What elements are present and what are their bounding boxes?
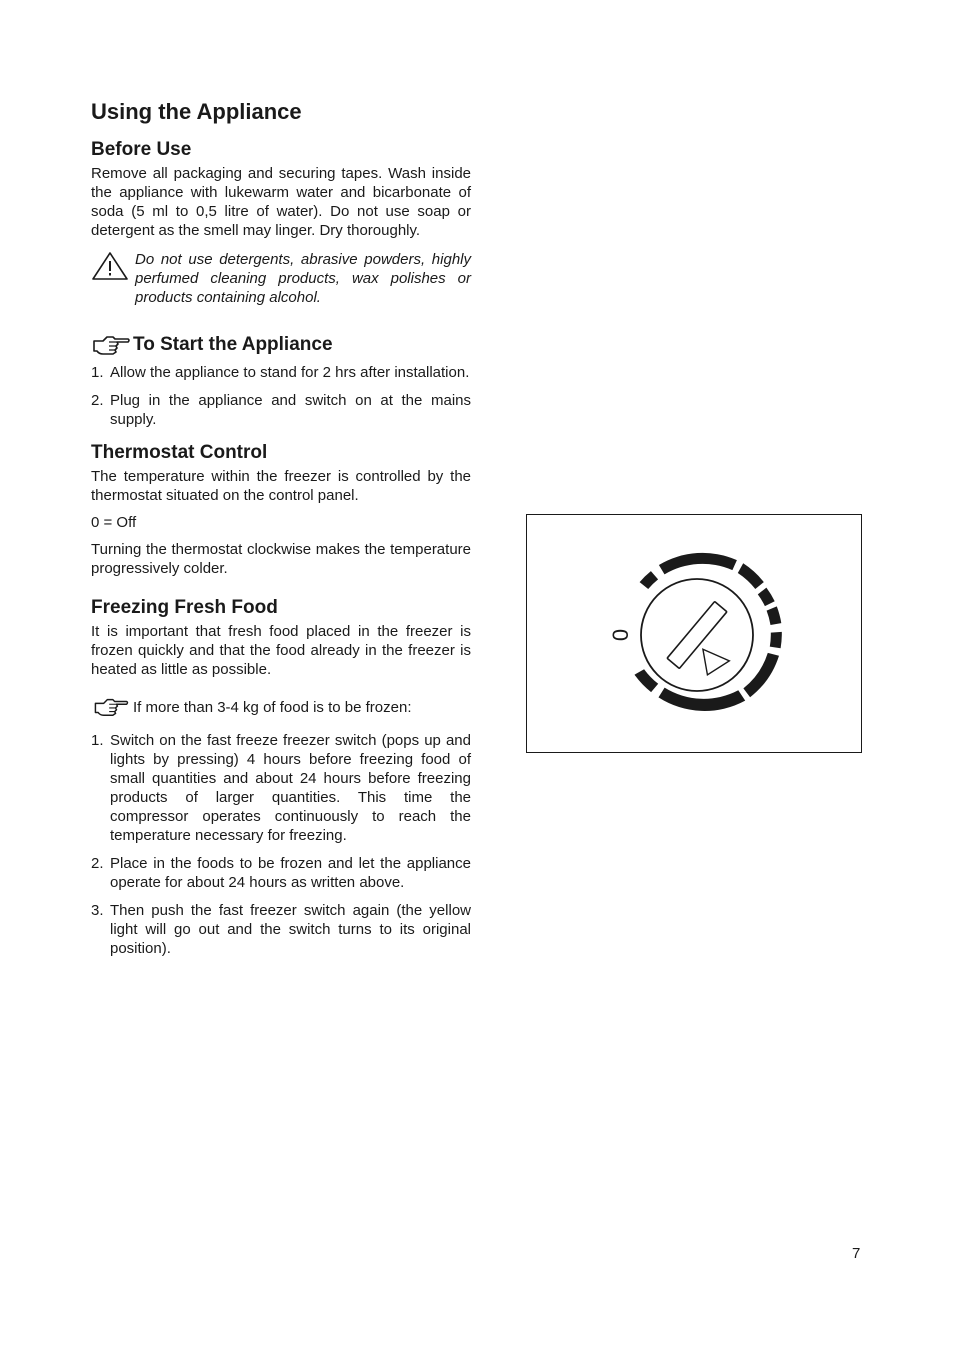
freezing-note-text: If more than 3-4 kg of food is to be frozen:	[133, 698, 412, 716]
thermostat-text-2: 0 = Off	[91, 514, 137, 531]
freezing-text: It is important that fresh food placed in the freezer is frozen quickly and that the food already in the freezer is heated as little as possible.	[91, 623, 471, 678]
start-section	[91, 333, 471, 429]
warning-text: Do not use detergents, abrasive powders, highly perfumed cleaning products, wax polishes or products containing alcohol.	[135, 251, 471, 306]
freezing-steps	[91, 731, 471, 958]
dial-segment	[743, 653, 779, 697]
thermostat-dial-svg	[527, 515, 863, 754]
freezing-note	[91, 696, 471, 718]
list-item: 2. Place in the foods to be frozen and let the appliance operate for about 24 hours as written above.	[91, 855, 471, 891]
start-steps	[91, 363, 471, 429]
thermostat-section	[91, 441, 471, 578]
list-item: 1. Allow the appliance to stand for 2 hrs after installation.	[91, 364, 470, 381]
dial-off-label: 0	[607, 628, 633, 642]
warning-triangle-icon	[91, 250, 135, 286]
thermostat-text-3: Turning the thermostat clockwise makes the temperature progressively colder.	[91, 541, 471, 577]
dial-segment	[738, 563, 764, 589]
dial-segment	[767, 606, 782, 625]
before-use-text: Remove all packaging and securing tapes. Wash inside the appliance with lukewarm water and bicarbonate of soda (5 ml to 0,5 litre of water). Do not use soap or detergent as the smell may linger. Dry thoroughly.	[91, 165, 471, 239]
dial-segment	[770, 632, 782, 648]
warning-box	[91, 250, 471, 307]
dial-segment	[758, 588, 775, 607]
pointing-hand-icon	[91, 333, 133, 357]
thermostat-heading: Thermostat Control	[91, 442, 268, 463]
dial-segment	[640, 571, 659, 589]
start-heading: To Start the Appliance	[133, 334, 333, 355]
list-item: 2. Plug in the appliance and switch on at the mains supply.	[91, 392, 471, 428]
thermostat-dial-figure	[526, 514, 862, 753]
freezing-section	[91, 596, 471, 958]
freezing-heading: Freezing Fresh Food	[91, 597, 278, 618]
page-number: 7	[852, 1245, 861, 1262]
before-use-heading: Before Use	[91, 139, 192, 160]
pointing-hand-icon	[91, 696, 133, 718]
thermostat-text-1: The temperature within the freezer is controlled by the thermostat situated on the control panel.	[91, 468, 471, 504]
main-column	[91, 98, 471, 967]
dial-segment	[659, 553, 737, 575]
list-item: 3. Then push the fast freezer switch again (the yellow light will go out and the switch turns to its original position).	[91, 902, 471, 957]
list-item: 1. Switch on the fast freeze freezer switch (pops up and lights by pressing) 4 hours before freezing food of small quantities and about 24 hours before freezing products of larger quantities. This time the compressor operates continuously to reach the temperature necessary for freezing.	[91, 732, 471, 844]
page-title: Using the Appliance	[91, 99, 302, 124]
